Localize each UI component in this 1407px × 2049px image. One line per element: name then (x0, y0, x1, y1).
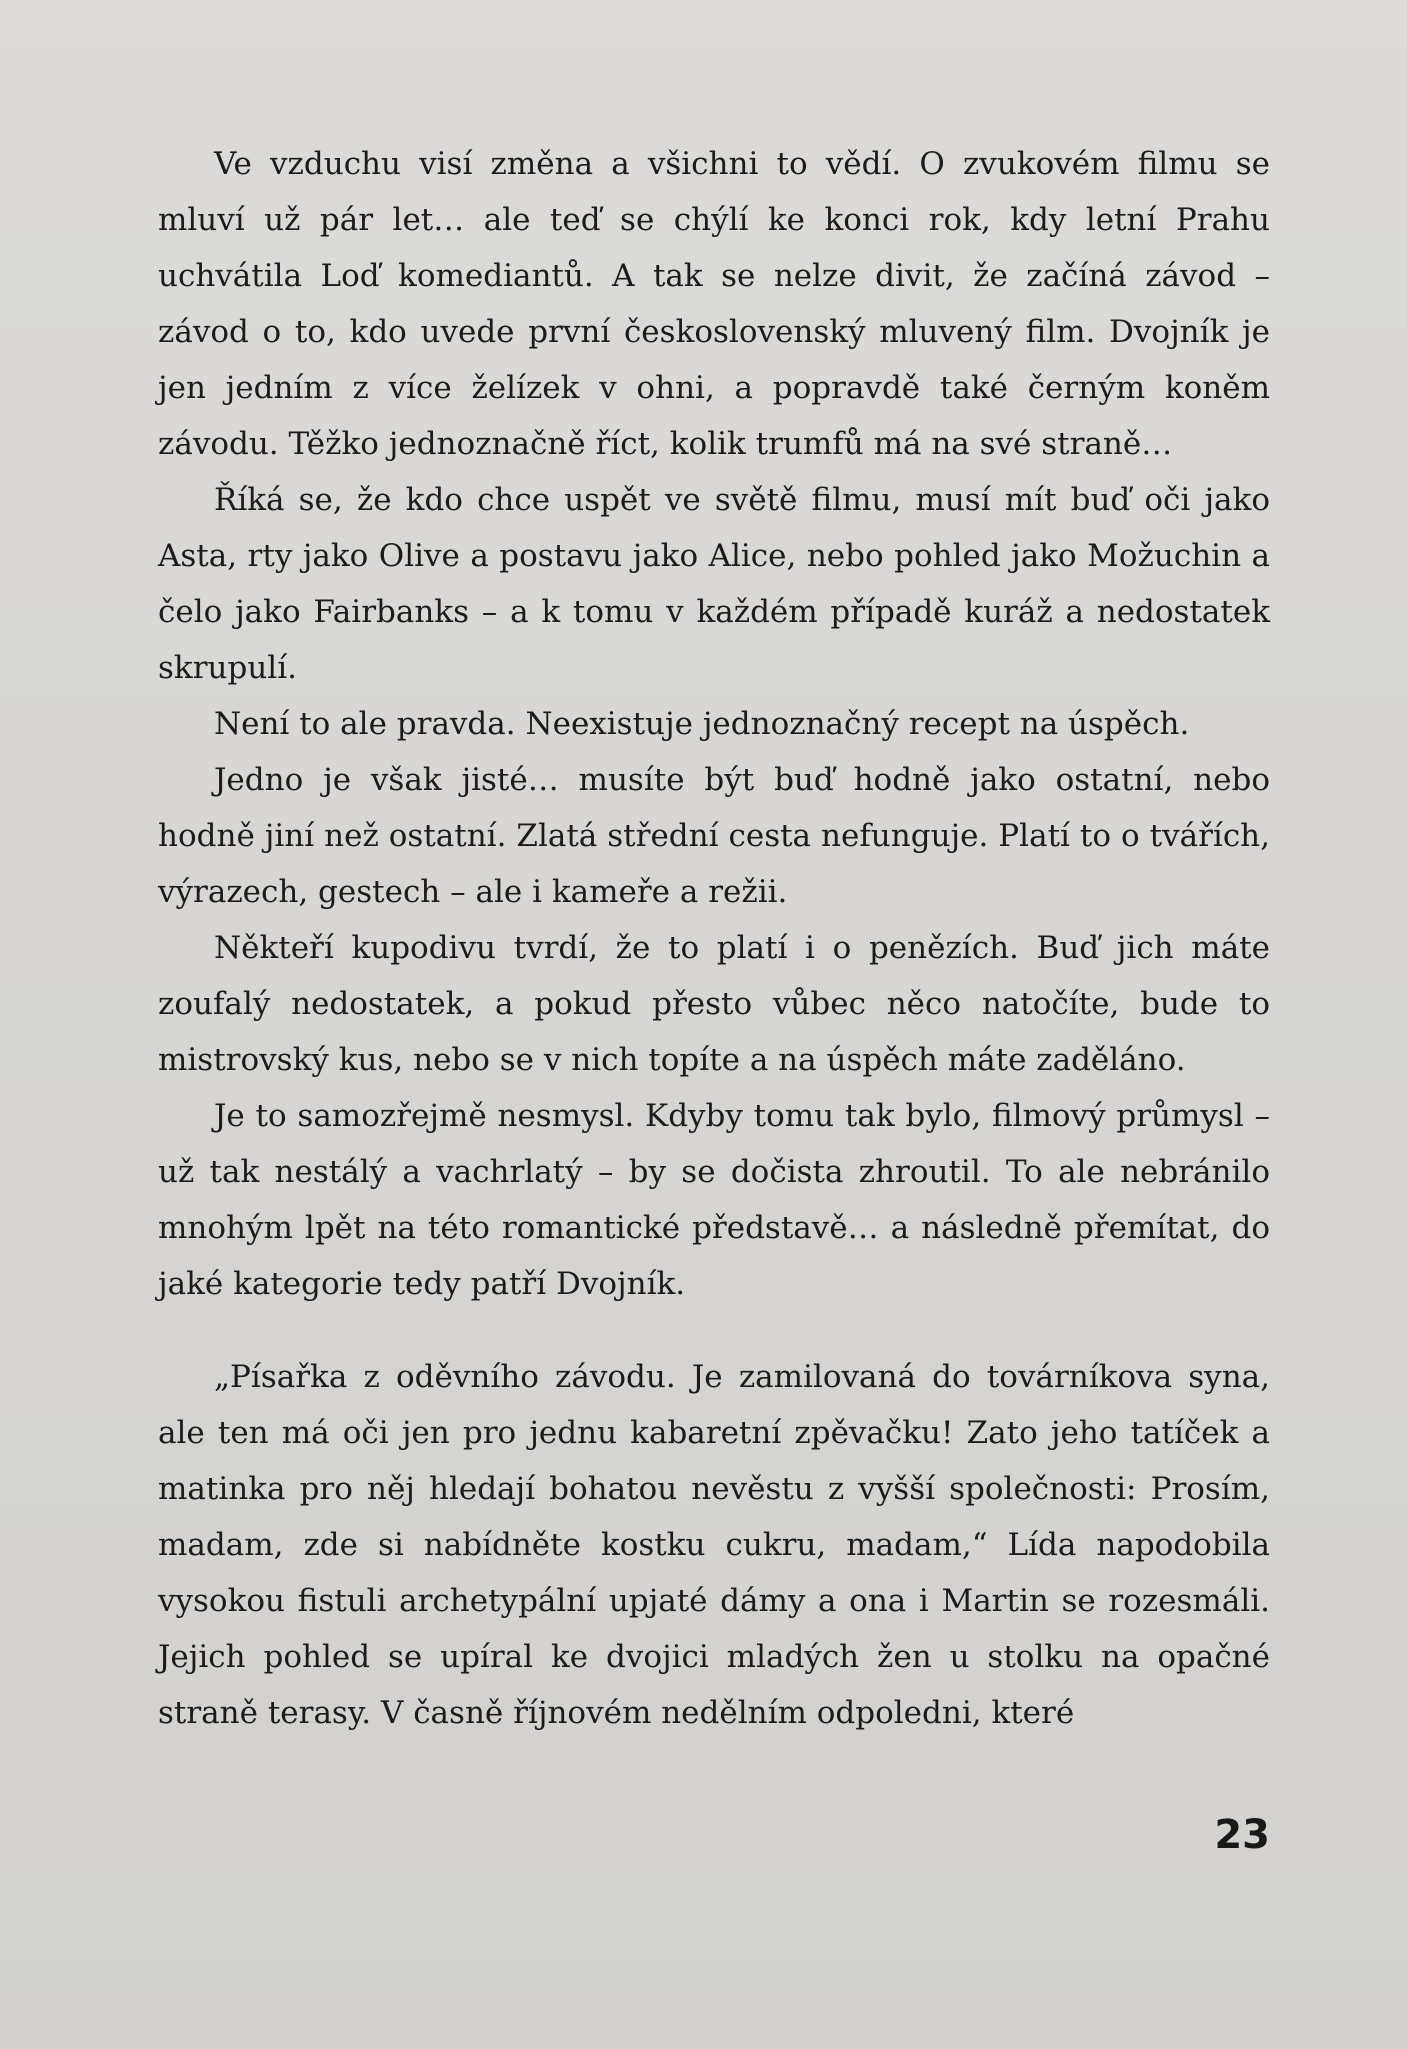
text-section-1 (158, 136, 1270, 1312)
paragraph: Někteří kupodivu tvrdí, že to platí i o penězích. Buď jich máte zoufalý nedostatek, a pokud přesto vůbec něco natočíte, bude to mistrovský kus, nebo se v nich topíte a na úspěch máte zaděláno. (158, 930, 1270, 1078)
page-number: 23 (1214, 1812, 1270, 1858)
text-section-2 (158, 1349, 1270, 1741)
paragraph: „Písařka z oděvního závodu. Je zamilovaná do továrníkova syna, ale ten má oči jen pro jednu kabaretní zpěvačku! Zato jeho tatíček a matinka pro něj hledají bohatou nevěstu z vyšší společnosti: Prosím, madam, zde si nabídněte kostku cukru, madam,“ Lída napodobila vysokou fistuli archetypální upjaté dámy a ona i Martin se rozesmáli. Jejich pohled se upíral ke dvojici mladých žen u stolku na opačné straně terasy. V časně říjnovém nedělním odpoledni, které (158, 1359, 1270, 1731)
paragraph: Není to ale pravda. Neexistuje jednoznačný recept na úspěch. (214, 706, 1190, 742)
paragraph: Jedno je však jisté… musíte být buď hodně jako ostatní, nebo hodně jiní než ostatní. Zlatá střední cesta nefunguje. Platí to o tvářích, výrazech, gestech – ale i kameře a režii. (158, 762, 1270, 910)
paragraph: Ve vzduchu visí změna a všichni to vědí. O zvukovém filmu se mluví už pár let… ale teď se chýlí ke konci rok, kdy letní Prahu uchvátila Loď komediantů. A tak se nelze divit, že začíná závod – závod o to, kdo uvede první československý mluvený film. Dvojník je jen jedním z více želízek v ohni, a popravdě také černým koněm závodu. Těžko jednoznačně říct, kolik trumfů má na své straně… (158, 146, 1270, 462)
paragraph: Je to samozřejmě nesmysl. Kdyby tomu tak bylo, filmový průmysl – už tak nestálý a vachrlatý – by se dočista zhroutil. To ale nebránilo mnohým lpět na této romantické představě… a následně přemítat, do jaké kategorie tedy patří Dvojník. (158, 1098, 1270, 1302)
paragraph: Říká se, že kdo chce uspět ve světě filmu, musí mít buď oči jako Asta, rty jako Olive a postavu jako Alice, nebo pohled jako Možuchin a čelo jako Fairbanks – a k tomu v každém případě kuráž a nedostatek skrupulí. (158, 482, 1270, 686)
